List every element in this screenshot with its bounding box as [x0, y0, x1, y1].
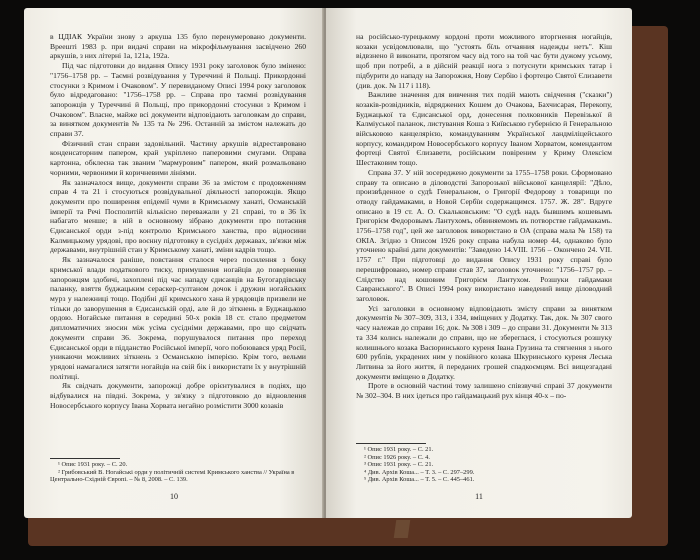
right-paragraph-2: Важливе значення для вивчення тих подій мають свідчення ("сказки") козаків-розвідників, відряджених Кошем до Очакова, Бахчисарая, Перекопу, Буджацької та Єдисанської орд, донесення полковників Перевізької й Калміуської паланок, листування Коша з Київською губернією й Генеральною військовою канцелярією, командуванням Української ландміліцейського корпусу, командиром Новосербського корпусу Іваном Хорватом, комендантом фортеці Святої Єлизавети, російським повіреним у Криму Олексієм Шестаковим тощо. [356, 90, 612, 168]
right-footnotes [356, 443, 612, 484]
left-footnotes [50, 458, 306, 484]
left-footnote-1: ¹ Опис 1931 року. – С. 20. [58, 461, 128, 469]
left-page-number: 10 [170, 492, 178, 502]
right-footnote-1: ¹ Опис 1931 року. – С. 21. [364, 446, 434, 454]
right-page [326, 8, 632, 518]
left-page [24, 8, 324, 518]
right-footnote-4: ⁴ Див. Архів Коша... – Т. 3. – С. 297–299. [364, 468, 475, 476]
right-footnote-2: ² Опис 1926 року. – С. 4. [364, 453, 430, 461]
footnote-divider [50, 458, 120, 459]
right-page-body [356, 32, 612, 458]
left-footnote-2: ² Грибовський В. Ногайські орди у політичній системі Кримського ханства // Україна в Центрально-Східній Європі. – № 8, 2008. – С. 139. [50, 468, 295, 484]
right-paragraph-1: на російсько-турецькому кордоні проти можливого вторгнення ногайців, козаки усвідомлювали, що "устоять бїль отчаяния надежды нетъ". Кіш відвзнено й виконати, протягом часу від того на той час бути дужому усьому, щоб при потребі, а в дійсній реакції нога з потуснути кримських татар і підбурити до нападу на Запорожжя, Нову Сербію і фортецю Святої Єлизавети (див. док. № 117 і 118). [356, 32, 612, 90]
right-footnote-5: ⁵ Див. Архів Коша... – Т. 5. – С. 445–461. [364, 476, 475, 484]
left-paragraph-4: Як зазначалося вище, документи справи 36 за змістом є продовженням справ 4 та 21 і стосуються розвідувальної діяльності запорожців. Якщо документи про поширення епідемії чуми в Кримському ханаті, Османській імперії та Речі Посполитій кількісно переважали у 21 справі, то в 36 їх набагато менше; в ній в основному зібрано документи про потаєння Єдисанської орди з-під контролю Кримського ханства, про відносини Калмицькому урядові, про воєнну підготовку в сусідніх державах, зв'язки між державами, внутрішній стан у Кримському ханаті, зміни кадрів тощо. [50, 177, 306, 255]
right-paragraph-5: Проте в основній частині тому залишено співзвучні справі 37 документи № 302–304. В них ідеться про гайдамацький рух кінця 40-х – по- [356, 381, 612, 401]
bookmark-ribbon [394, 520, 411, 538]
right-footnote-3: ³ Опис 1931 року. – С. 21. [364, 461, 434, 469]
left-paragraph-1: в ЦДІАК України знову з аркуша 135 було перенумеровано документи. Вреешті 1983 р. при видачі справи на мікрофільмування засвідчено 260 аркушів, з них літерні 1а, 121а, 192а. [50, 32, 306, 61]
left-paragraph-3: Фізичний стан справи задовільний. Частину аркушів відреставровано конденсаторним папером, край укріплено паперовими смугами. Оправа картонна, обклеєна так званим "мармуровим" папером, який розмальовано чорними, червоними й коричневими лініями. [50, 138, 306, 177]
right-paragraph-3: Справа 37. У ній зосереджено документи за 1755–1758 роки. Сформовано справу та описано в діловодстві Запорозької військової канцелярії: "Дѣло, произвѣденное о судѣ Генеральном, о Григорії Федорову з товарищи по отводу гайдамаками, в Новой Сербїи содержащимся. 1757. Ж. 28". Вдруге описано в 19 ст. А. О. Скальковським: "О судѣ надъ бывшимъ кошевымъ Григорієм Федоровымъ Лантухомъ, обвиняемомъ въ потворстве гайдамакамъ. 1756–1758 год", цей же заголовок використано в ОА (справа мала № 158) та ОКІА. Згідно з Описом 1926 року справа набула номер 44, однаково було уточнено крайні дати документів: "Заведено 14.VIII. 1756 – Окончено 24. VII. 1757 г." При підготовці до видання Опису 1931 року справі було перешифровано, номер справи став 37, заголовок уточнено: "1756–1757 рр. – Слідство над кошовим Григорієм Лантухом. Розшуки гайдамаки Савранського". В Описі 1994 року використано наведений вище діловодний заголовок. [356, 167, 612, 303]
right-page-number: 11 [475, 492, 483, 502]
right-paragraph-4: Усі заголовки в основному відповідають змісту справи за винятком документів № 307–309, 313, і 334, вміщених у Додатку. Так, док. № 307 свого часу належав до справи 16; док. № 308 і 309 – до справи 31. Документи № 313 та 334 колись належали до справи, що не збереглася, і стосуються розшуку колишнього козака Васюринського куреня Івана Грузина та стягнення з нього 600 рублів, украдених ним у покійного козака Шкуринського куреня Леська Литвина за його життя, й переданих грошей спадкоємцям. Всі вищезгадані документи вміщено в Додатку. [356, 303, 612, 381]
left-paragraph-6: Як свідчать документи, запорожці добре орієнтувалися в подіях, що відбувалися на півдні. Зокрема, у зв'язку з підготовкою до відновлення Новосербського корпусу Івана Хорвата негайно розмістити 3000 козаків [50, 381, 306, 410]
left-paragraph-2: Під час підготовки до видання Опису 1931 року заголовок було змінено: "1756–1758 рр. – Таємні розвідування у Туреччині й Польщі. Прикордонні стосунки з Кримом і Очаковом". У перевиданому Описі 1994 року заголовок було відредаговано: "1756–1758 рр. – Справа про таємні розвідування запорожців у Туреччині й Польщі, про прикордонні стосунки з Кримом і Очаковом". Власне, майже всі документи відповідають заголовкам до справи, за винятком документів № 135 та № 296. Останній за змістом належать до справи 37. [50, 61, 306, 139]
left-page-body [50, 32, 306, 458]
footnote-divider [356, 443, 426, 444]
left-paragraph-5: Як зазначалося раніше, повстання сталося через посилення з боку кримської влади податкового тиску, примушення ногайців до повернення запорожцям здобичі, захоплені під час нападу єдисанців на Бугогардівську паланку, взяття буджацьким сераскер-султаном дочок і дружин ногайських мурз у належниці тощо. Подібні дії кримського хана й урядовців призвели не тільки до заворушення в Єдисанській орді, але й до зіткнень в Буджацькою ордою. Ногайське питання в середині 50-х років 18 ст. стало предметом дипломатичних зносин між усіма сусідніми державами, про що свідчать документи справи 36. Зокрема, порушувалося питання про переход Єдисанської орди в підданство Російської імперії, чого побоювався уряд Росії, уникаючи можливих зіткнень з Османською імперією. Крім того, вельми урядові намагалися затягти ногайців на свій бік і використати їх у внутрішній політиці. [50, 255, 306, 381]
